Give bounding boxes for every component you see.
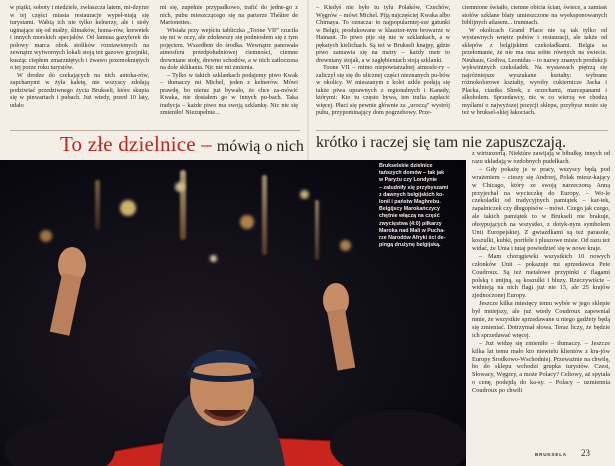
footer-magazine-section: BRUKSELA <box>535 452 567 457</box>
paragraph: Wisiała przy wejściu tabliczka „Toone VII” rzuciła się mi w oczy, ale zdoławszy się podniosłem się z tym pojęciem. Wszedłem do środka. Wewnątrz panowała atmosfera przedpołudniowej ciemności, ciemne drewniane stoły, drewno schodów, a w nich zatłoczona na dole sklikania. Nic nie mi zmienia. <box>160 26 298 71</box>
page-number: 23 <box>581 448 590 458</box>
paragraph: W drodze do czekających na nich autoka-rów, zapchanymi w żyła kaletę, nie wszyscy zdołają podziwiać przedziwnego życia Brukseli, które skupia się w pinwartach i pubach. Już wtedy, przed 10 laty, udało <box>10 71 149 109</box>
photo-caption <box>379 163 463 249</box>
paragraph: – Mam chorągiewki wszystkich 10 nowych członków Unii – pokazuje mi sprzedawca Pete Coudroux. Są też metalowe przypinki z flagami polską i unijną, są koszulki i bluzy. Rzeczywiście – widnieją na nich flagi już nie 15, ale 25 krajów zjednoczonej Europy. <box>472 252 610 300</box>
headline-dash: – <box>195 132 217 156</box>
paragraph: – Gdy pokażę je w pracy, wszyscy będą pod wrażeniem – cieszy się Andrzej, Polak miesz-kający w Chicago, który ze swoją narzeczoną Anną przyjechał na wycieczkę do Europy. – Wo-le czekoladki od tradycyjnych pamiątek – kar-tek, zapalniczek czy długopisów – mówi. Czego jak czego, ale takich pamiątek to w Brukseli nie brakuje, obsypujących na wszystko, z dotyk-nym symbolem Unii Europejskiej. Z gwiazdkami są też parasole, koszulki, kubki, portfele i pluszowe misie. Od razu też widać, że Unia i tutaj powiedzieć się w nowe kraje. <box>472 165 610 252</box>
headline-left <box>60 132 310 154</box>
caption-line: Maroka nad Mali w Pucha- <box>379 227 445 234</box>
caption-line: w Paryżu czy Londynie <box>379 177 437 184</box>
caption-line: chętnie włączą na część <box>379 213 440 220</box>
raised-arm-right <box>327 308 355 370</box>
paragraph: – Tylko w takich szklankach podajemy piwo Kwak – tłumaczy mi Michel, jeden z kelnerów. Mówi prawdę, bo nieraz już bywało, że chce za-mówić Kwaka, nie dostałem go w innych pu-bach. Taka tradycja – każde piwo ma swoją szklankę. Nic nie się zmieniło! Niezupełnie... <box>160 71 298 116</box>
headline-sub-left: mówią o nich <box>216 138 304 155</box>
caption-line: Brukselskie dzielnice <box>379 163 433 169</box>
paragraph: w piątki, soboty i niedziele, zwłaszcza latem, mi-dzyrze w tej części miasta restauracje wypeł-niają się turystami. Wabią ich nie tylko kelnerzy, ale i stoły uginające się od małży, ślimaków, homa-rów, krewetek i innych morskich specjałów. Od lamusa gazyferek do połowy marca obok stolików rozstawionych na zewnątrz wytwornych lokali stoją też gazowe grzejniki, kusząc ciepłem zmarzniętych i żwawo przemokniętych o tej porze roku turystów. <box>10 4 149 71</box>
paragraph: mi się, zupełnie przypadkowo, trafić do jedne-go z nich, pubu mieszczącego się na parterze Théâtre de Marionettes. <box>160 4 298 26</box>
caption-line: Belgijscy Marokańczycy <box>379 206 440 213</box>
caption-line: lonii i państw Maghrebu. <box>379 199 441 206</box>
article-column-1 <box>10 4 149 134</box>
caption-line: rze Narodów Afryki ści de- <box>379 235 446 242</box>
paragraph: Jeszcze kilka miesięcy temu wybór w jego sklepie był mniejszy, ale już wtedy Coudroux zapewniał mnie, że wszystkie sprzedawane u niego gadżety będą się zmieniać. Dotrzymał słowa. Teraz liczy, że będzie ich sprzedawać więcej. <box>472 300 610 339</box>
caption-line: tańszych domów – tak jak <box>379 170 445 177</box>
paragraph: Toone VII – mimo niepowtarzalnej atmosfe-ry – zaliczył się się do ulicznej części nieznanych pu-bów w okolicy. W mieszanym z kolei szkle podają się także piwa uprawnych z regionalnych i Kanady, którymi: Kto tu często bywa, ten trafia zapłacić więcej. Płaci się pewnie głównie za „uroczą” wystrój pubu, przypominający dom pogrzebowy. Prze- <box>316 64 450 116</box>
article-column-4 <box>462 4 607 134</box>
raised-arm-left <box>50 273 82 336</box>
article-column-5 <box>472 150 610 440</box>
headline-sub-right: krótko i raczej się tam nie zapuszczają. <box>316 134 567 151</box>
paragraph: W okolicach Grand Place nie są tak tylko od wystawnych wnętrz pubów i restauracji, ale także od sklepów z belgijskimi czekoladkami. Belgia sa przełomanie, że nie ma ona sobie równych na świecie. Neuhaus, Godiva, Leonidas – to nazwy znanych produkcji wykwintnych czekoladek. Na wystawach piętrzą się najróżniejsze wyszukane kształty: wybrane różnokolorowe kształty, wyroby cukiernicze Jacka i Placka, ciastka Shrek, z orzechami, marcepanami i alkoholem. Sprzedawcy, nic w co wierzą we chodzą myślami o najwyższej pozycji sklepu, przybysz może się też w bruksel-skiej łakociach. <box>462 26 607 116</box>
caption-line: z dawnych belgijskich ko- <box>379 191 445 198</box>
paragraph: ciemnione światło, ciemne obicia ścian, świece, a zamiast stołów szklane blaty umieszczone na wyeksponowanych biblijnych atlasem... trumnach. <box>462 4 607 26</box>
paragraph: – Już widzę się zmieniło – tłumaczy. – Jeszcze kilka lat temu mało kto niewielu klientów z kra-jów Europy Środkowo-Wschodniej. Przeważnie na chwilę, bo do sklepu wchodzi grupka turystów. Czesi, Słowacy, Węgrzy, a może Polacy? Celtowy, aż spytała o cenę, podejdą do ka-sy. – Polacy – uzmiennia Coudroux po chwili <box>472 339 610 395</box>
crowd-silhouette <box>330 410 466 466</box>
divider-line <box>10 130 300 131</box>
crowd-silhouette <box>5 420 115 466</box>
article-column-3 <box>316 4 450 134</box>
caption-line: – zaludniły się przybyszami <box>379 184 449 191</box>
caption-line: pingą drużynę belgijską. <box>379 242 441 249</box>
article-column-2 <box>160 4 298 134</box>
paragraph: – Kiedyś nie było tu tylu Polaków, Czechów, Węgrów – mówi Michel. Piją najczęściej Kwaka albo Chimaya. To oznacza: to najpopularniej-sze gatunki w Belgii, produkowane w klasztor-nym browarze w Hainaut. To piwo pije się nie w szklankach, a w pękatych kielichach. Są też w Brukseli knajpy, gdzie piwo zamawia się na metry – każdy metr to drewniany stojak, a w zagłębieniach stoją szklanki. <box>316 4 450 64</box>
photo-crowd-night <box>0 160 466 466</box>
divider-line <box>316 130 608 131</box>
headline-main: To złe dzielnice <box>60 132 196 156</box>
paragraph: z wirtuozerią. Niektóre zawijają w bibułkę, innych od razu układają w ozdobnych pudełkach. <box>472 150 610 165</box>
caption-line: zwycięstwa (4:0) piłkarzy <box>379 220 442 227</box>
